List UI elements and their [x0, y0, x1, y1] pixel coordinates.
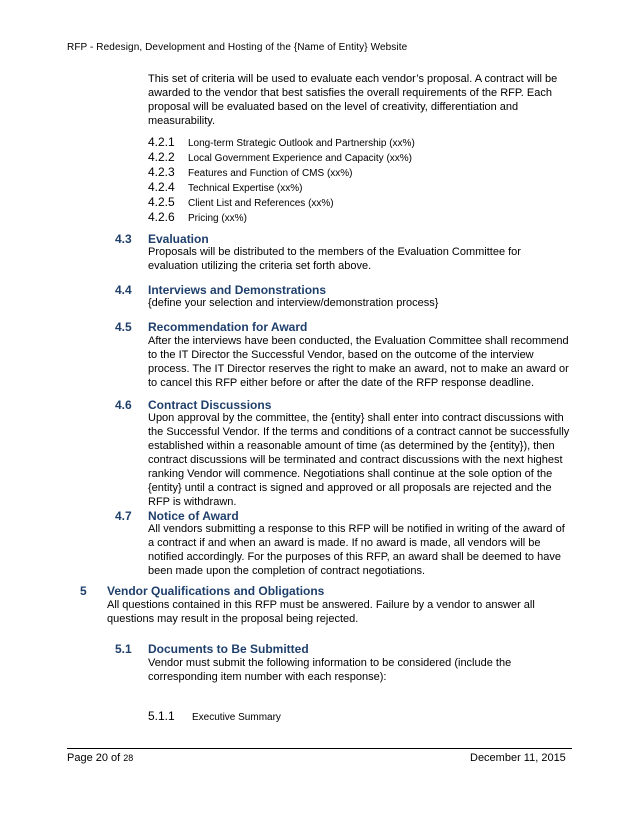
criterion-text: Features and Function of CMS (xx%): [188, 168, 353, 179]
criterion-item: [148, 180, 302, 194]
section-title: Interviews and Demonstrations: [148, 283, 327, 297]
section-body: All questions contained in this RFP must be answered. Failure by a vendor to answer all questions may result in the proposal being rejected.: [107, 599, 535, 625]
criterion-item: [148, 150, 412, 164]
subsection-number: 5.1.1: [148, 709, 175, 723]
section-title: Vendor Qualifications and Obligations: [107, 584, 325, 598]
criterion-text: Pricing (xx%): [188, 213, 247, 224]
subsection-item: [148, 709, 281, 723]
section-number: 4.3: [115, 232, 132, 246]
page-total: 28: [123, 753, 134, 763]
criterion-item: [148, 210, 247, 224]
criterion-number: 4.2.3: [148, 165, 175, 179]
criterion-number: 4.2.1: [148, 135, 175, 149]
section-heading: [115, 509, 239, 523]
criterion-text: Client List and References (xx%): [188, 198, 334, 209]
criterion-number: 4.2.6: [148, 210, 175, 224]
document-header: RFP - Redesign, Development and Hosting of the {Name of Entity} Website: [67, 42, 408, 53]
section-number: 4.5: [115, 320, 132, 334]
section-number: 4.4: [115, 283, 132, 297]
section-heading: [115, 320, 307, 334]
criterion-number: 4.2.4: [148, 180, 175, 194]
criterion-item: [148, 165, 353, 179]
intro-paragraph: This set of criteria will be used to evaluate each vendor’s proposal. A contract will be awarded to the vendor that best satisfies the overall requirements of the RFP. Each proposal will be evaluated based on the level of creativity, differentiation and measurability.: [148, 73, 558, 127]
criterion-number: 4.2.5: [148, 195, 175, 209]
section-body: All vendors submitting a response to this RFP will be notified in writing of the award of a contract if and when an award is made. If no award is made, all vendors will be notified accordingly. For the purposes of this RFP, an award shall be deemed to have been made upon the completion of contract negotiations.: [148, 523, 565, 577]
criterion-text: Local Government Experience and Capacity (xx%): [188, 153, 412, 164]
section-title: Notice of Award: [148, 509, 239, 523]
criterion-text: Technical Expertise (xx%): [188, 183, 303, 194]
footer-divider: [67, 748, 572, 749]
footer-page-number: [67, 752, 133, 764]
section-title: Recommendation for Award: [148, 320, 308, 334]
criterion-number: 4.2.2: [148, 150, 175, 164]
section-heading: [115, 232, 209, 246]
section-body: {define your selection and interview/demonstration process}: [148, 297, 439, 309]
section-number: 4.7: [115, 509, 132, 523]
section-title: Evaluation: [148, 232, 209, 246]
section-number: 4.6: [115, 398, 132, 412]
section-body: After the interviews have been conducted, the Evaluation Committee shall recommend to the IT Director the Successful Vendor, based on the outcome of the interview process. The IT Director reserves the right to make an award, not to make an award or to cancel this RFP either before or after the date of the RFP response deadline.: [148, 335, 569, 389]
page-label: Page 20 of: [67, 752, 121, 764]
subsection-text: Executive Summary: [192, 712, 281, 723]
section-title: Documents to Be Submitted: [148, 642, 309, 656]
footer-date: December 11, 2015: [470, 752, 566, 764]
criterion-text: Long-term Strategic Outlook and Partnership (xx%): [188, 138, 415, 149]
section-heading: [80, 584, 324, 598]
section-number: 5.1: [115, 642, 132, 656]
criterion-item: [148, 195, 334, 209]
criterion-item: [148, 135, 415, 149]
section-title: Contract Discussions: [148, 398, 272, 412]
section-number: 5: [80, 584, 87, 598]
section-body: Upon approval by the committee, the {entity} shall enter into contract discussions with the Successful Vendor. If the terms and conditions of a contract cannot be successfully established within a reasonable amount of time (as determined by the {entity}), then contract discussions will be terminated and contract discussions with the next highest ranking Vendor will commence. Negotiations shall continue at the sole option of the {entity} until a contract is signed and approved or all proposals are rejected and the RFP is withdrawn.: [148, 412, 570, 508]
section-heading: [115, 398, 271, 412]
section-heading: [115, 642, 309, 656]
section-body: Proposals will be distributed to the members of the Evaluation Committee for evaluation utilizing the criteria set forth above.: [148, 246, 521, 272]
section-body: Vendor must submit the following information to be considered (include the corresponding item number with each response):: [148, 657, 512, 683]
section-heading: [115, 283, 326, 297]
